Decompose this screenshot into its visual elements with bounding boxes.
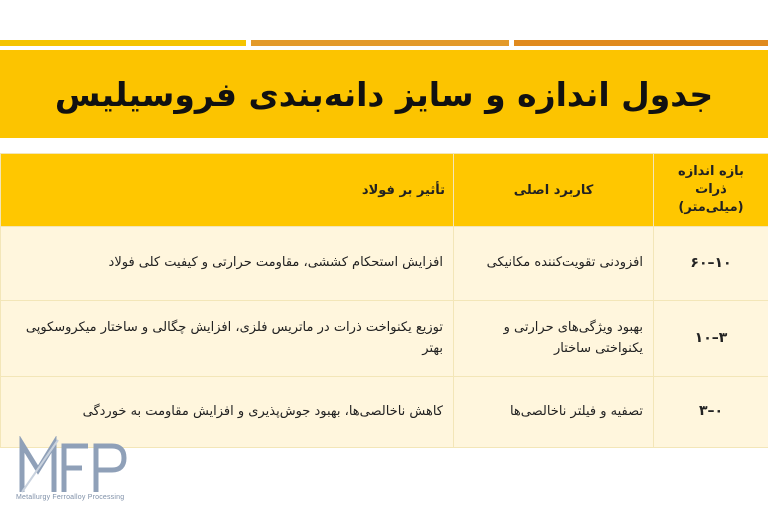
top-accent-bar-orange (251, 40, 509, 46)
title-banner (0, 50, 768, 138)
logo-tagline: Metallurgy Ferroalloy Processing (16, 494, 125, 501)
size-table (0, 153, 768, 448)
top-accent-bar-dark-orange (514, 40, 768, 46)
cell-use: تصفیه و فیلتر ناخالصی‌ها (454, 377, 654, 448)
mfp-logo (18, 436, 128, 496)
cell-use: بهبود ویژگی‌های حرارتی و یکنواختی ساختار (454, 301, 654, 377)
page-title: جدول اندازه و سایز دانه‌بندی فروسیلیس (54, 74, 714, 114)
table-row (1, 301, 768, 377)
table-row (1, 227, 768, 301)
header-use: کاربرد اصلی (454, 154, 654, 227)
header-range: بازه اندازه ذرات (میلی‌متر) (654, 154, 768, 227)
header-effect: تأثیر بر فولاد (1, 154, 454, 227)
table-header-row (1, 154, 768, 227)
cell-effect: توزیع یکنواخت ذرات در ماتریس فلزی، افزایش چگالی و ساختار میکروسکوپی بهتر (1, 301, 454, 377)
cell-range: ۳–۱۰ (654, 301, 768, 377)
top-accent-bar-yellow (0, 40, 246, 46)
cell-effect: افزایش استحکام کششی، مقاومت حرارتی و کیفیت کلی فولاد (1, 227, 454, 301)
cell-range: ۱۰–۶۰ (654, 227, 768, 301)
cell-use: افزودنی تقویت‌کننده مکانیکی (454, 227, 654, 301)
cell-range: ۰–۳ (654, 377, 768, 448)
cell-effect: کاهش ناخالصی‌ها، بهبود جوش‌پذیری و افزایش مقاومت به خوردگی (1, 377, 454, 448)
